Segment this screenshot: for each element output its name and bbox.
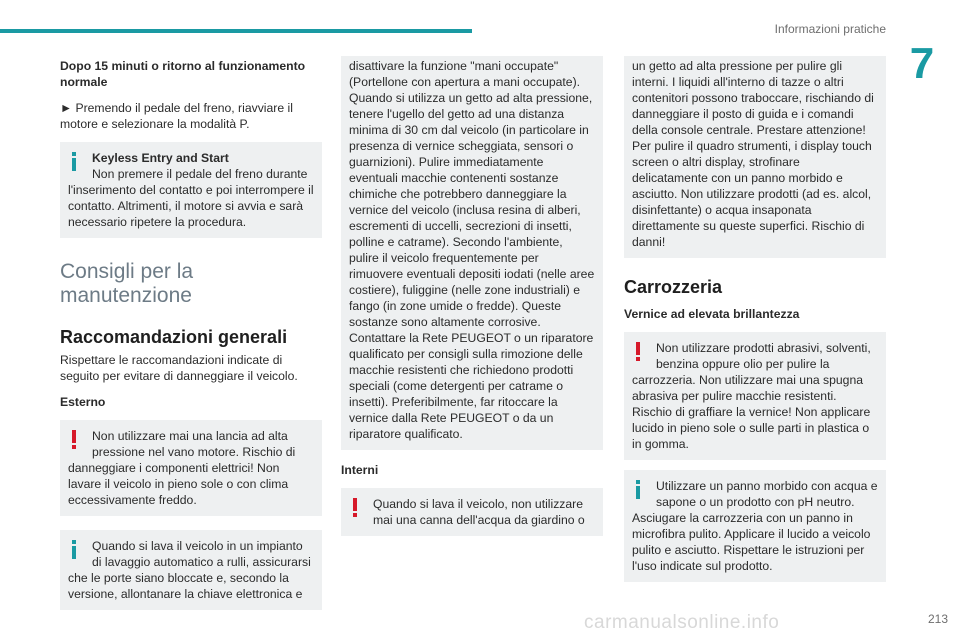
wash-info-box (60, 530, 322, 610)
info-icon (68, 150, 82, 172)
column-3 (624, 56, 886, 582)
info-icon (68, 538, 82, 560)
abrasive-warning-rest: carrozzeria. Non utilizzare mai una spugna abrasiva per pulire macchie resistenti. Rischio di graffiare la vernice! Non applicare lucido in pieno sole o sulle parti in plastica o in gomma. (632, 373, 871, 451)
keyless-info-box (60, 142, 322, 238)
cloth-info-box (624, 470, 886, 582)
continued-wash-text: disattivare la funzione "mani occupate" (Portellone con apertura a mani occupate). Quando si utilizza un getto ad alta pressione, tenere l'ugello del getto ad una distanza minima di 30 cm dal veicolo (in particolare in presenza di vernice scheggiata, sensori o guarnizioni). Pulire immediatamente eventuali macchie contenenti sostanze chimiche che potrebbero danneggiare la vernice del veicolo (inclusa resina di alberi, escrementi di uccelli, secrezioni di insetti, polline e catrame). Secondo l'ambiente, pulire il veicolo frequentemente per rimuovere eventuali depositi iodati (nelle aree costiere), fuliggine (nelle zone industriali) e fango (in zone umide o fredde). Queste sostanze sono altamente corrosive. Contattare la Rete PEUGEOT o un riparatore qualificato per consigli sulla rimozione delle macchie resistenti che richiedono prodotti speciali (come detergenti per catrame o insetti). Preferibilmente, far ritoccare la vernice dalla Rete PEUGEOT o da un riparatore qualificato. (349, 59, 595, 441)
keyless-title: Keyless Entry and Start (92, 151, 229, 165)
page-number: 213 (927, 612, 948, 626)
info-icon (632, 478, 646, 500)
keyless-rest: l'inserimento del contatto e poi interrompere il contatto. Altrimenti, il motore si avvia e sarà necessario ripetere la procedura. (68, 183, 314, 229)
column-2 (341, 56, 603, 536)
restart-instruction: ► Premendo il pedale del freno, riavviare il motore e selezionare la modalità P. (60, 101, 293, 131)
wash-info-rest: che le porte siano bloccate e, secondo la versione, allontanare la chiave elettronica e (68, 571, 303, 601)
esterno-label: Esterno (60, 395, 106, 409)
chapter-number: 7 (909, 39, 935, 88)
interior-warning-first: Quando si lava il veicolo, non utilizzare mai una canna dell'acqua da giardino o (373, 497, 585, 527)
watermark: carmanualsonline.info (584, 612, 780, 633)
continued-interior-box (624, 56, 886, 258)
vernice-label: Vernice ad elevata brillantezza (624, 307, 800, 321)
warning-icon (68, 428, 82, 450)
continued-interior-text: un getto ad alta pressione per pulire gli interni. I liquidi all'interno di tazze o altri contenitori possono traboccare, rischiando di danneggiare il posto di guida e i comandi della console centrale. Prestare attenzione! Per pulire il quadro strumenti, i display touch screen o altri display, strofinare delicatamente con un panno morbido e asciutto. Non utilizzare prodotti (ad es. alcol, disinfettante) o acqua insaponata direttamente su queste superfici. Rischio di danni! (632, 59, 874, 249)
section-title: Informazioni pratiche (774, 22, 886, 36)
column-1 (60, 56, 322, 610)
abrasive-warning-first: Non utilizzare prodotti abrasivi, solventi, benzina oppure olio per pulire la (656, 341, 871, 371)
header-accent-bar (0, 29, 472, 33)
heading-15-min: Dopo 15 minuti o ritorno al funzionamento normale (60, 59, 306, 89)
section-heading: Consigli per la manutenzione (60, 260, 194, 307)
pressure-warning-first: Non utilizzare mai una lancia ad alta pressione nel vano motore. Rischio di (92, 429, 296, 459)
warning-icon (349, 496, 363, 518)
warning-icon (632, 340, 646, 362)
cloth-info-rest: Asciugare la carrozzeria con un panno in microfibra pulito. Applicare il lucido a veicolo pulito e asciutto. Rispettare le istruzioni per l'uso indicate sul prodotto. (632, 511, 871, 573)
continued-wash-box (341, 56, 603, 450)
interni-label: Interni (341, 463, 379, 477)
abrasive-warning-box (624, 332, 886, 460)
pressure-warning-rest: danneggiare i componenti elettrici! Non lavare il veicolo in pieno sole o con clima eccessivamente freddo. (68, 461, 289, 507)
cloth-info-first: Utilizzare un panno morbido con acqua e sapone o un prodotto con pH neutro. (656, 479, 878, 509)
general-recommendations-heading: Raccomandazioni generali (60, 327, 288, 347)
carrozzeria-heading: Carrozzeria (624, 277, 723, 297)
pressure-warning-box (60, 420, 322, 516)
wash-info-first: Quando si lava il veicolo in un impianto di lavaggio automatico a rulli, assicurarsi (92, 539, 311, 569)
intro-text: Rispettare le raccomandazioni indicate di seguito per evitare di danneggiare il veicolo. (60, 353, 298, 383)
keyless-line1: Non premere il pedale del freno durante (92, 167, 308, 181)
interior-warning-box (341, 488, 603, 536)
